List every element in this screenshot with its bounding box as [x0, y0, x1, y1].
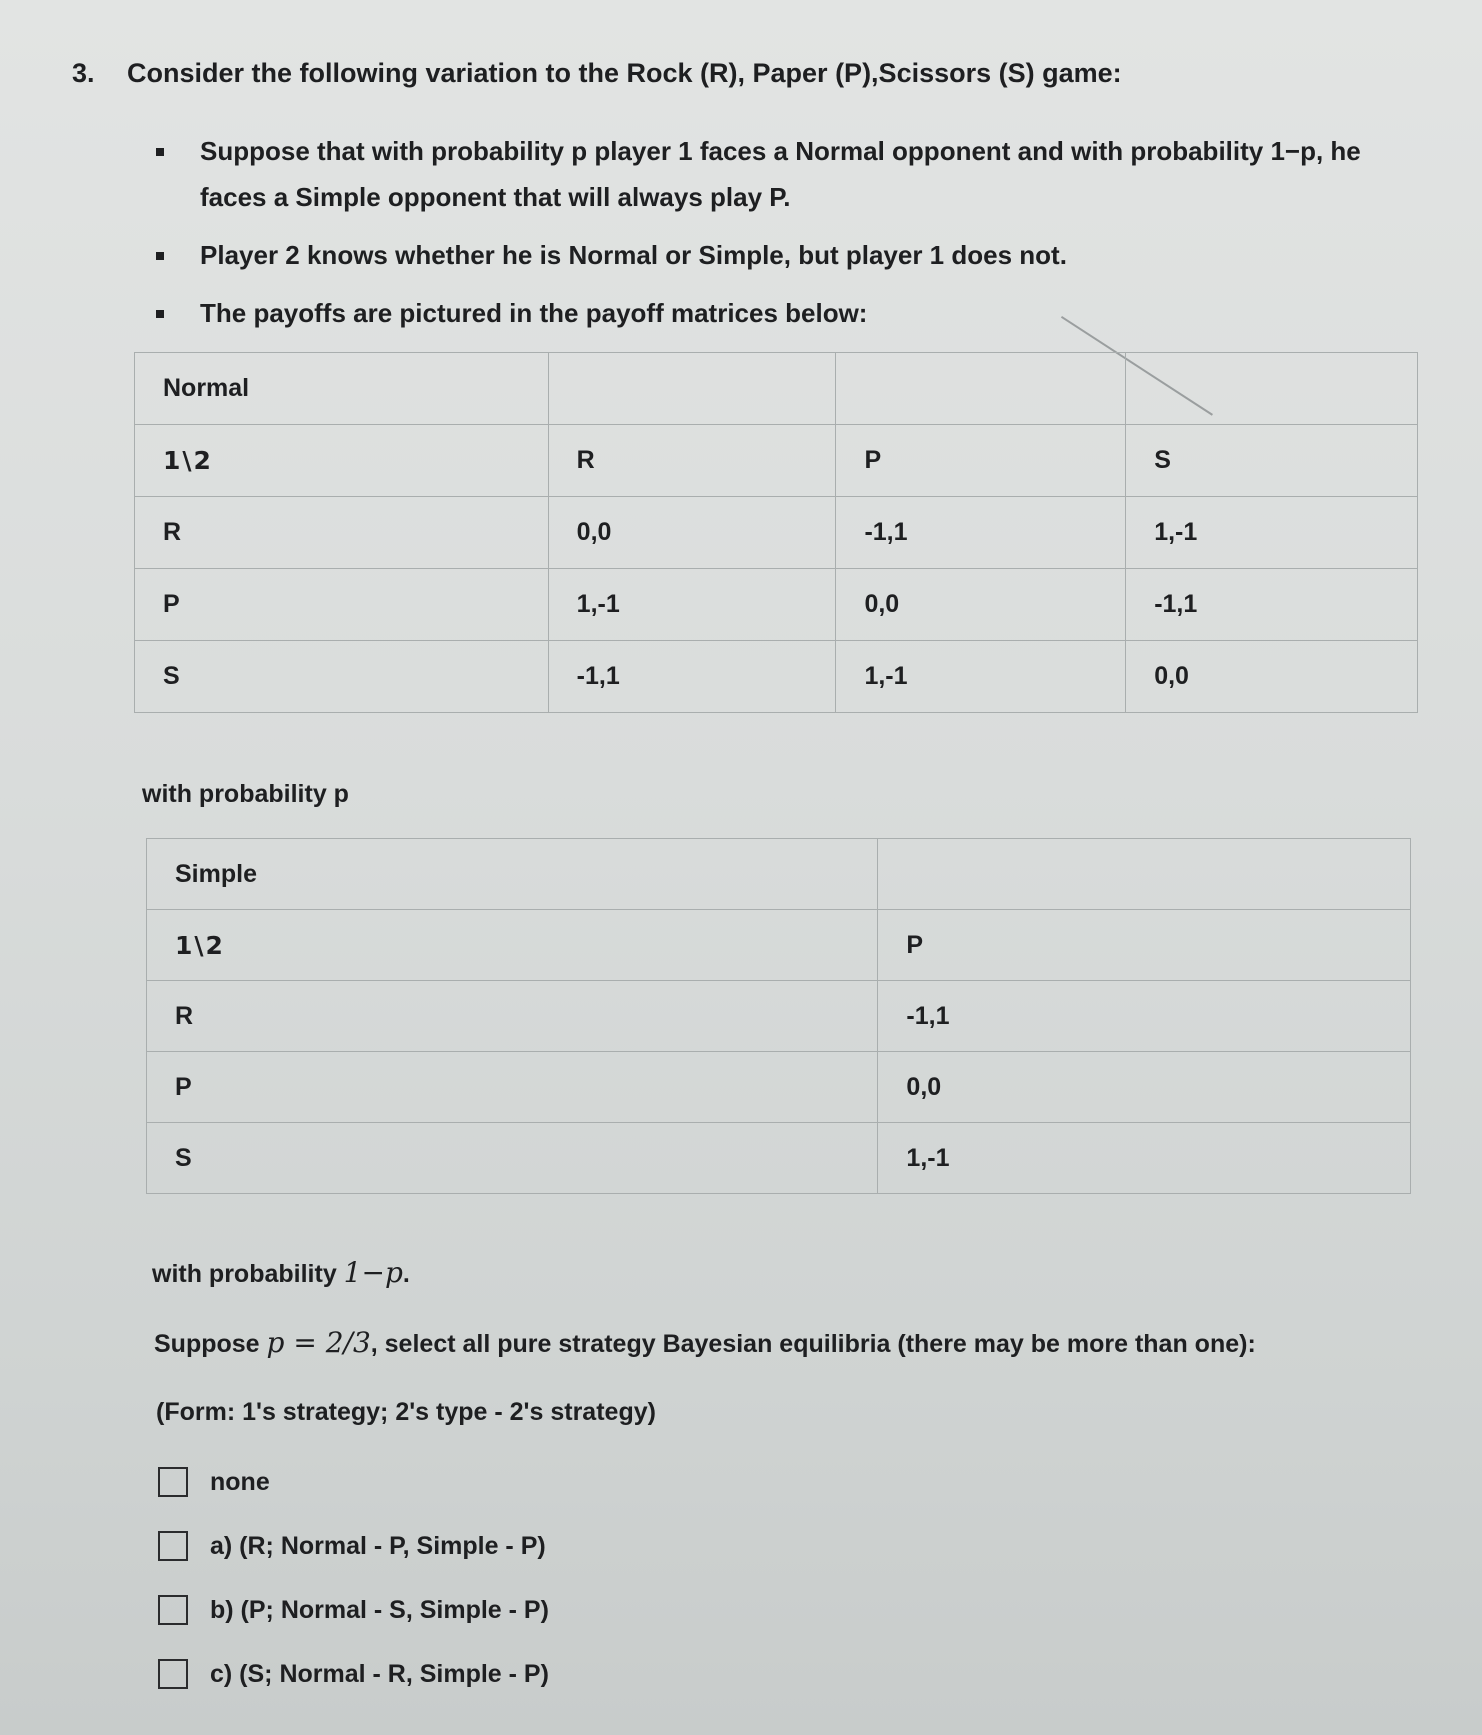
question-number: 3.	[72, 58, 95, 88]
option-a[interactable]	[158, 1526, 549, 1566]
payoff-cell: 1,-1	[1126, 497, 1418, 569]
answer-options	[158, 1462, 549, 1718]
option-b[interactable]	[158, 1590, 549, 1630]
payoff-cell: -1,1	[1126, 569, 1418, 641]
caption-normal: with probability p	[142, 780, 349, 808]
table-corner: 1\2	[135, 425, 549, 497]
question-text: Consider the following variation to the Rock (R), Paper (P),Scissors (S) game:	[127, 58, 1122, 88]
table-title: Normal	[135, 353, 549, 425]
row-label: S	[135, 641, 549, 713]
bullet-item: Suppose that with probability p player 1 faces a Normal opponent and with probability 1−p, he faces a Simple opponent that will always play P.	[150, 128, 1420, 220]
option-label: c) (S; Normal - R, Simple - P)	[210, 1659, 549, 1688]
option-label: a) (R; Normal - P, Simple - P)	[210, 1531, 546, 1560]
bullet-item: Player 2 knows whether he is Normal or Simple, but player 1 does not.	[150, 232, 1420, 278]
checkbox[interactable]	[158, 1467, 188, 1497]
payoff-cell: 0,0	[1126, 641, 1418, 713]
checkbox[interactable]	[158, 1595, 188, 1625]
math-expression: 1−p	[343, 1256, 403, 1289]
caption-simple: with probability 1−p.	[152, 1256, 410, 1289]
row-label: R	[135, 497, 549, 569]
payoff-cell: 0,0	[836, 569, 1126, 641]
normal-payoff-table	[134, 352, 1418, 713]
payoff-cell: 1,-1	[548, 569, 836, 641]
payoff-cell: -1,1	[878, 981, 1411, 1052]
checkbox[interactable]	[158, 1659, 188, 1689]
payoff-cell: 1,-1	[878, 1123, 1411, 1194]
option-c[interactable]	[158, 1654, 549, 1694]
question-prompt: Suppose p = 2/3, select all pure strategy Bayesian equilibria (there may be more than one):	[154, 1326, 1256, 1359]
bullet-item: The payoffs are pictured in the payoff matrices below:	[150, 290, 1420, 336]
question-heading	[72, 58, 1122, 89]
row-label: P	[135, 569, 549, 641]
payoff-cell: -1,1	[548, 641, 836, 713]
math-expression: p = 2/3	[266, 1326, 371, 1359]
row-label: R	[147, 981, 878, 1052]
simple-payoff-table	[146, 838, 1411, 1194]
payoff-cell: 0,0	[548, 497, 836, 569]
table-row	[147, 981, 1411, 1052]
col-header: R	[548, 425, 836, 497]
table-corner: 1\2	[147, 910, 878, 981]
table-row	[147, 1123, 1411, 1194]
col-header: P	[878, 910, 1411, 981]
table-row	[147, 1052, 1411, 1123]
table-title: Simple	[147, 839, 878, 910]
option-label: b) (P; Normal - S, Simple - P)	[210, 1595, 549, 1624]
col-header: P	[836, 425, 1126, 497]
bullet-list	[150, 128, 1420, 348]
payoff-cell: 1,-1	[836, 641, 1126, 713]
table-row	[135, 569, 1418, 641]
table-row	[135, 641, 1418, 713]
option-label: none	[210, 1467, 270, 1496]
row-label: S	[147, 1123, 878, 1194]
table-row	[135, 497, 1418, 569]
form-note: (Form: 1's strategy; 2's type - 2's strategy)	[156, 1398, 656, 1426]
col-header: S	[1126, 425, 1418, 497]
payoff-cell: -1,1	[836, 497, 1126, 569]
row-label: P	[147, 1052, 878, 1123]
checkbox[interactable]	[158, 1531, 188, 1561]
payoff-cell: 0,0	[878, 1052, 1411, 1123]
option-none[interactable]	[158, 1462, 549, 1502]
